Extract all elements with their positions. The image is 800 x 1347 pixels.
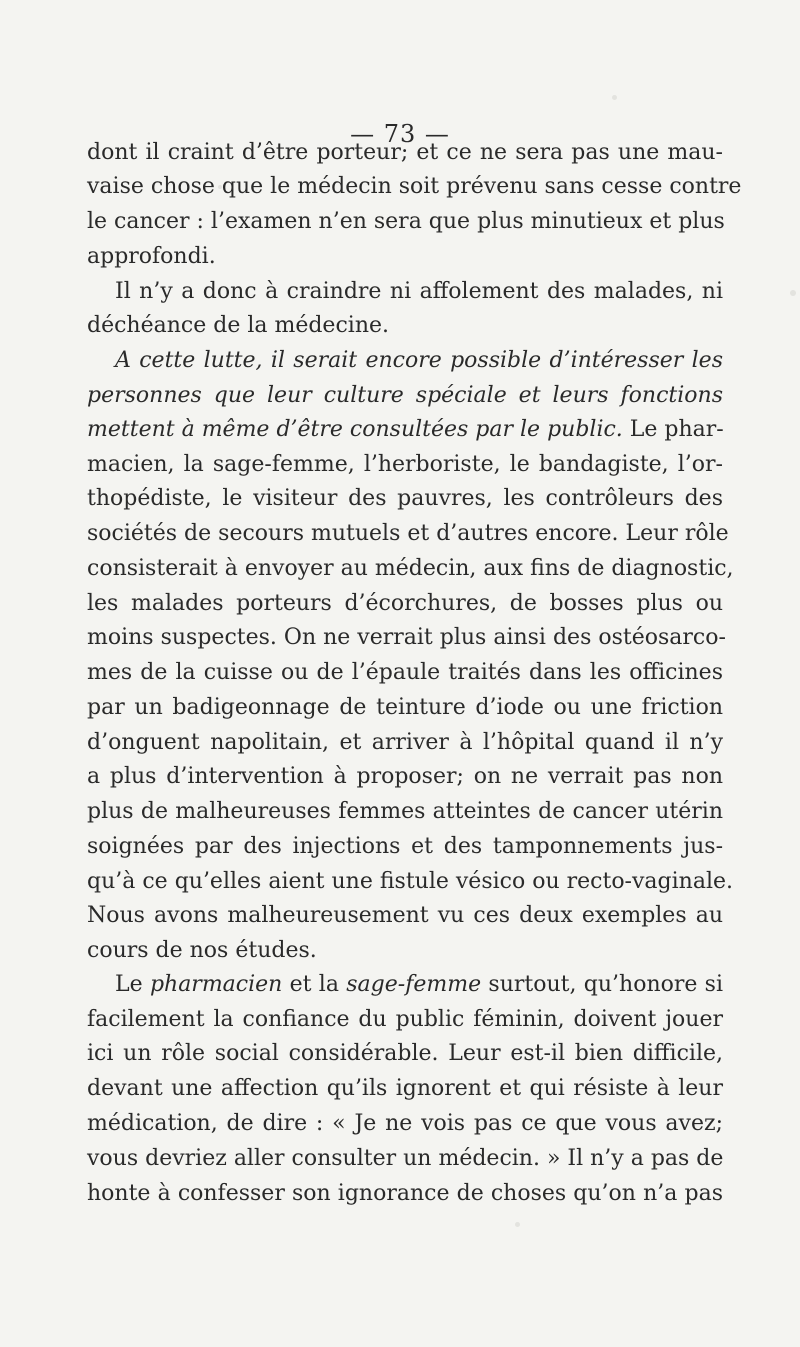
text-segment: les malades porteurs d’écorchures, de bosses plus ou — [87, 591, 723, 616]
text-line — [87, 1144, 723, 1174]
text-line — [87, 1179, 723, 1209]
text-line — [87, 207, 723, 237]
italic-text: sage-femme — [346, 972, 482, 997]
text-segment: consisterait à envoyer au médecin, aux fins de diagnostic, — [87, 556, 734, 581]
text-segment: facilement la confiance du public féminin, doivent jouer — [87, 1007, 723, 1032]
text-segment: médication, de dire : « Je ne vois pas ce que vous avez; — [87, 1111, 723, 1136]
text-line — [87, 484, 723, 514]
text-segment: cours de nos études. — [87, 938, 317, 963]
text-segment: approfondi. — [87, 244, 216, 269]
text-line — [87, 762, 723, 792]
page-number: — 73 — — [350, 120, 450, 148]
text-line — [87, 728, 723, 758]
text-segment: devant une affection qu’ils ignorent et qui résiste à leur — [87, 1076, 723, 1101]
text-segment: Le phar- — [622, 417, 724, 442]
text-line — [87, 381, 723, 411]
italic-text: A cette lutte, il serait encore possible d’intéresser les — [115, 348, 723, 373]
italic-text: mettent à même d’être consultées par le public. — [87, 417, 623, 442]
text-segment: qu’à ce qu’elles aient une fistule vésico ou recto-vaginale. — [87, 869, 733, 894]
text-segment: macien, la sage-femme, l’herboriste, le bandagiste, l’or- — [87, 452, 723, 477]
text-line — [87, 415, 723, 445]
text-segment: le cancer : l’examen n’en sera que plus minutieux et plus — [87, 209, 725, 234]
text-line — [87, 1074, 723, 1104]
text-segment: Le — [115, 972, 150, 997]
text-segment: ici un rôle social considérable. Leur est-il bien difficile, — [87, 1041, 723, 1066]
italic-text: pharmacien — [149, 972, 283, 997]
text-segment: moins suspectes. On ne verrait plus ainsi des ostéosarco- — [87, 625, 726, 650]
text-line — [87, 1039, 723, 1069]
text-line — [87, 797, 723, 827]
paper-speck — [515, 1222, 520, 1227]
text-segment: Nous avons malheureusement vu ces deux exemples au — [87, 903, 723, 928]
text-line — [87, 242, 723, 272]
text-segment: d’onguent napolitain, et arriver à l’hôpital quand il n’y — [87, 730, 723, 755]
text-line — [87, 832, 723, 862]
text-segment: dont il craint d’être porteur; et ce ne sera pas une mau- — [87, 140, 723, 165]
text-segment: soignées par des injections et des tamponnements jus- — [87, 834, 723, 859]
text-line — [87, 589, 723, 619]
text-segment: plus de malheureuses femmes atteintes de cancer utérin — [87, 799, 723, 824]
text-line — [87, 623, 726, 653]
text-line — [87, 901, 723, 931]
text-segment: par un badigeonnage de teinture d’iode ou une friction — [87, 695, 723, 720]
text-line — [87, 450, 723, 480]
text-line — [115, 346, 723, 376]
text-line — [87, 693, 723, 723]
text-segment: honte à confesser son ignorance de choses qu’on n’a pas — [87, 1181, 723, 1206]
text-line — [87, 519, 729, 549]
text-segment: et la — [282, 972, 347, 997]
text-segment: vaise chose que le médecin soit prévenu sans cesse contre — [87, 174, 742, 199]
italic-text: personnes que leur culture spéciale et leurs fonctions — [87, 383, 723, 408]
paper-speck — [612, 95, 617, 100]
text-segment: Il n’y a donc à craindre ni affolement des malades, ni — [115, 279, 723, 304]
text-segment: thopédiste, le visiteur des pauvres, les contrôleurs des — [87, 486, 723, 511]
text-segment: sociétés de secours mutuels et d’autres encore. Leur rôle — [87, 521, 729, 546]
text-line — [87, 1005, 723, 1035]
text-line — [87, 554, 734, 584]
text-line — [87, 936, 723, 966]
text-line — [115, 970, 723, 1000]
text-line — [87, 1109, 723, 1139]
paper-speck — [790, 290, 796, 296]
text-segment: a plus d’intervention à proposer; on ne verrait pas non — [87, 764, 723, 789]
text-line — [87, 138, 723, 168]
text-line — [87, 867, 733, 897]
text-line — [87, 172, 742, 202]
text-segment: déchéance de la médecine. — [87, 313, 389, 338]
text-segment: mes de la cuisse ou de l’épaule traités dans les officines — [87, 660, 723, 685]
text-segment: vous devriez aller consulter un médecin. » Il n’y a pas de — [87, 1146, 724, 1171]
text-line — [115, 277, 723, 307]
text-segment: surtout, qu’honore si — [481, 972, 724, 997]
text-line — [87, 311, 723, 341]
text-line — [87, 658, 723, 688]
